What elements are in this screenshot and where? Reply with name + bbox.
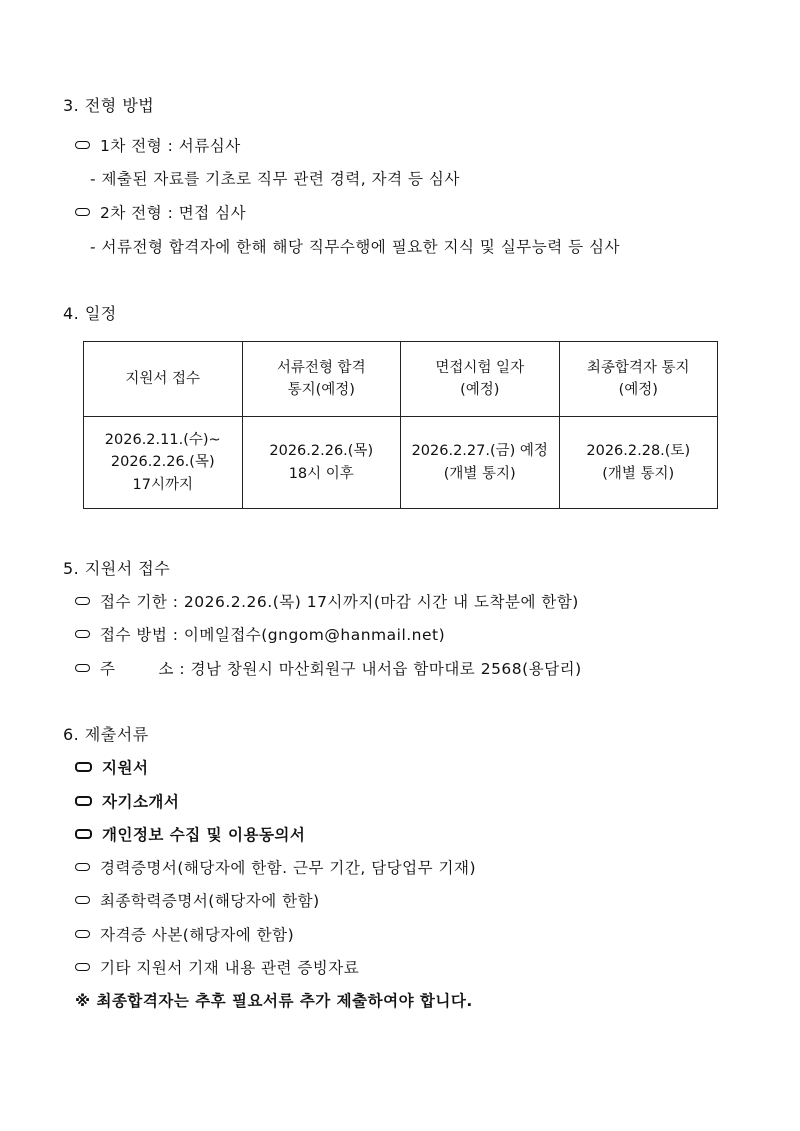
circle-bullet-icon (75, 762, 92, 772)
document-item (75, 856, 476, 878)
stage-1-text: 1차 전형 : 서류심사 (100, 137, 241, 155)
document-item-label: 지원서 (102, 759, 149, 777)
circle-bullet-icon (75, 141, 90, 149)
circle-bullet-icon (75, 796, 92, 806)
circle-bullet-icon (75, 630, 90, 638)
stage-2-item (75, 201, 246, 223)
stage-1-item (75, 134, 241, 156)
header-line: 통지(예정) (287, 382, 355, 398)
header-line: 서류전형 합격 (276, 359, 366, 376)
cell-document-result (242, 417, 401, 509)
document-item-label: 자기소개서 (102, 793, 180, 811)
address-label: 주 (100, 660, 116, 678)
document-item-label: 경력증명서(해당자에 한함. 근무 기간, 담당업무 기재) (100, 859, 477, 877)
circle-bullet-icon (75, 863, 90, 871)
header-line: 최종합격자 통지 (586, 359, 690, 376)
circle-bullet-icon (75, 829, 92, 839)
cell-interview-date (401, 417, 560, 509)
cell-line: 18시 이후 (288, 465, 354, 482)
method-text: 접수 방법 : 이메일접수(gngom@hanmail.net) (100, 626, 446, 644)
cell-line: (개별 통지) (443, 465, 516, 482)
document-item (75, 756, 148, 778)
cell-final-result (559, 417, 718, 509)
header-interview-date (401, 342, 560, 417)
section-5-heading: 5. 지원서 접수 (63, 559, 171, 578)
stage-1-detail: - 제출된 자료를 기초로 직무 관련 경력, 자격 등 심사 (90, 170, 460, 188)
cell-line: 2026.2.26.(목) (269, 443, 374, 460)
cell-application-period (84, 417, 243, 509)
document-item (75, 956, 359, 978)
stage-2-detail: - 서류전형 합격자에 한해 해당 직무수행에 필요한 지식 및 실무능력 등 심사 (90, 238, 620, 256)
deadline-text: 접수 기한 : 2026.2.26.(목) 17시까지(마감 시간 내 도착분에 한함) (100, 593, 579, 611)
header-line: (예정) (460, 382, 500, 398)
header-line: (예정) (618, 382, 658, 398)
header-line: 지원서 접수 (125, 370, 201, 387)
cell-line: 2026.2.11.(수)~ (104, 431, 221, 448)
circle-bullet-icon (75, 896, 90, 904)
header-document-result (242, 342, 401, 417)
circle-bullet-icon (75, 597, 90, 605)
cell-line: 2026.2.28.(토) (586, 443, 691, 460)
document-item-label: 자격증 사본(해당자에 한함) (100, 926, 295, 944)
header-line: 면접시험 일자 (435, 359, 525, 376)
circle-bullet-icon (75, 208, 90, 216)
schedule-table (83, 341, 718, 509)
address-item (75, 657, 582, 679)
header-application (84, 342, 243, 417)
cell-line: (개별 통지) (602, 465, 675, 482)
document-item (75, 790, 179, 812)
cell-line: 2026.2.27.(금) 예정 (411, 443, 548, 460)
document-item (75, 889, 320, 911)
schedule-data-row (84, 417, 718, 509)
header-final-result (559, 342, 718, 417)
final-note: ※ 최종합격자는 추후 필요서류 추가 제출하여야 합니다. (75, 992, 473, 1010)
circle-bullet-icon (75, 930, 90, 938)
document-item (75, 923, 294, 945)
stage-2-text: 2차 전형 : 면접 심사 (100, 204, 247, 222)
cell-line: 2026.2.26.(목) (110, 454, 215, 471)
deadline-item (75, 590, 579, 612)
document-item-label: 기타 지원서 기재 내용 관련 증빙자료 (100, 959, 360, 977)
circle-bullet-icon (75, 963, 90, 971)
section-4-heading: 4. 일정 (63, 304, 117, 323)
section-3-heading: 3. 전형 방법 (63, 96, 155, 115)
method-item (75, 623, 445, 645)
circle-bullet-icon (75, 664, 90, 672)
schedule-header-row (84, 342, 718, 417)
address-text: 소 : 경남 창원시 마산회원구 내서읍 함마대로 2568(용담리) (158, 660, 582, 678)
document-item-label: 최종학력증명서(해당자에 한함) (100, 892, 320, 910)
section-6-heading: 6. 제출서류 (63, 725, 149, 744)
cell-line: 17시까지 (132, 476, 193, 493)
document-item-label: 개인정보 수집 및 이용동의서 (102, 826, 306, 844)
document-item (75, 823, 305, 845)
